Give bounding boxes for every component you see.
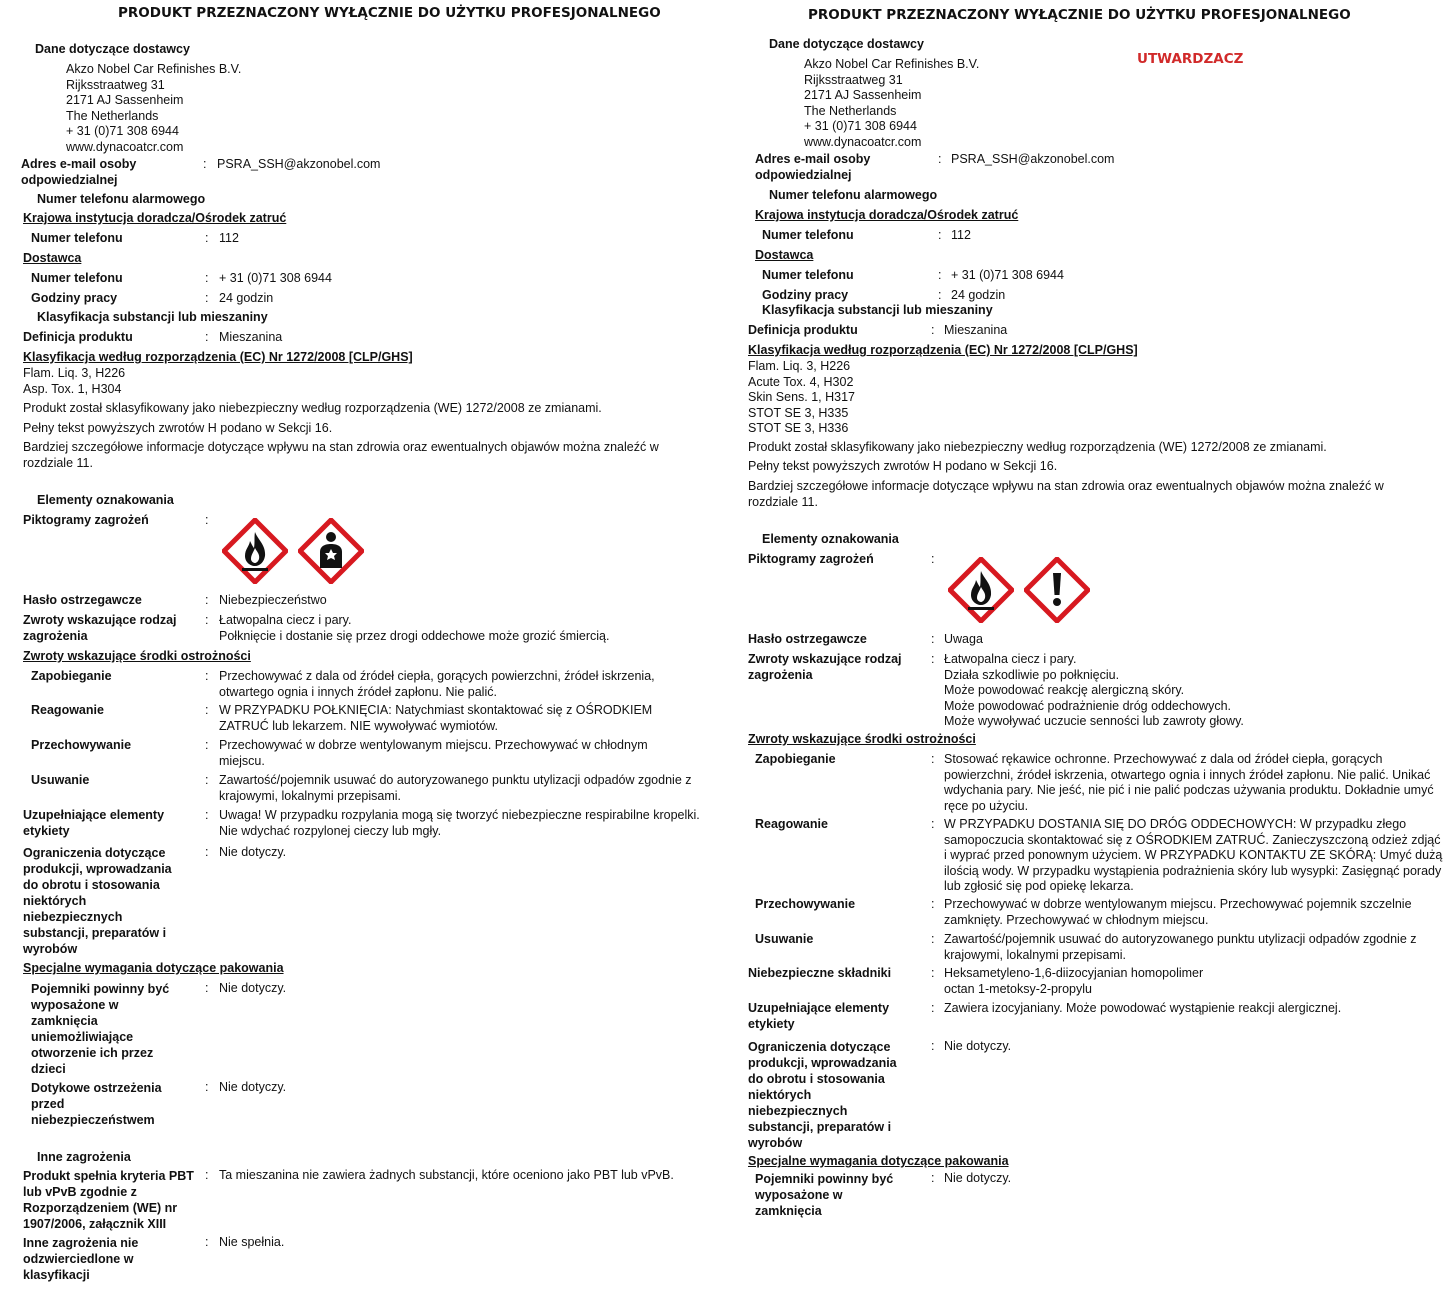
ingredient: Heksametyleno-1,6-diizocyjanian homopolimer — [944, 966, 1204, 980]
pictograms-label: Piktogramy zagrożeń — [23, 513, 149, 527]
restrictions-label: Ograniczenia dotyczące produkcji, wprowadzania do obrotu i stosowania niektórych niebezpiecznych substancji, preparatów i wyrobów — [748, 1040, 897, 1150]
colon: : — [931, 652, 935, 666]
restrictions-value: Nie dotyczy. — [219, 845, 287, 859]
colon: : — [205, 613, 209, 627]
containers-label: Pojemniki powinny być wyposażone w zamknięcia uniemożliwiające otworzenie ich przez dzieci — [31, 982, 170, 1076]
h-statements-note: Pełny tekst powyższych zwrotów H podano w Sekcji 16. — [748, 459, 1058, 473]
colon: : — [205, 1235, 209, 1249]
colon: : — [205, 593, 209, 607]
colon: : — [931, 632, 935, 646]
address-line: Rijksstraatweg 31 — [804, 72, 903, 87]
disposal-value: Zawartość/pojemnik usuwać do autoryzowanego punktu utylizacji odpadów zgodnie z krajowymi, lokalnymi przepisami. — [944, 932, 1417, 962]
phone-label: Numer telefonu — [31, 271, 123, 285]
hazard-class: STOT SE 3, H335 — [748, 405, 849, 420]
phone-label: Numer telefonu — [762, 228, 854, 242]
page-header: PRODUKT PRZEZNACZONY WYŁĄCZNIE DO UŻYTKU PROFESJONALNEGO — [808, 7, 1351, 23]
emergency-heading: Numer telefonu alarmowego — [769, 188, 938, 202]
storage-value: Przechowywać w dobrze wentylowanym miejscu. Przechowywać w chłodnym miejscu. — [219, 738, 648, 768]
flame-icon — [222, 518, 288, 584]
other-hazards-heading: Inne zagrożenia — [37, 1150, 131, 1164]
hours-value: 24 godzin — [219, 291, 274, 305]
supplier-address — [66, 62, 241, 155]
hazard-class: Acute Tox. 4, H302 — [748, 374, 854, 389]
definition-value: Mieszanina — [944, 323, 1008, 337]
ingredient: octan 1-metoksy-2-propylu — [944, 981, 1092, 996]
hazard-statement: Połknięcie i dostanie się przez drogi oddechowe może grozić śmiercią. — [219, 628, 610, 643]
hazard-statements — [944, 652, 1445, 730]
colon: : — [938, 268, 942, 282]
health-info-note: Bardziej szczegółowe informacje dotyczące wpływu na stan zdrowia oraz ewentualnych objawów można znaleźć w rozdziale 11. — [23, 440, 659, 470]
pbt-value: Ta mieszanina nie zawiera żadnych substancji, które oceniono jako PBT lub vPvB. — [219, 1168, 674, 1182]
hours-label: Godziny pracy — [762, 288, 849, 302]
advisory-phone-value: 112 — [219, 231, 239, 245]
signal-label: Hasło ostrzegawcze — [748, 632, 867, 646]
supplier-phone-value: + 31 (0)71 308 6944 — [951, 268, 1064, 282]
address-line: www.dynacoatcr.com — [804, 134, 922, 149]
colon: : — [931, 1039, 935, 1053]
hazard-statements-label: Zwroty wskazujące rodzaj zagrożenia — [748, 652, 902, 682]
address-line: + 31 (0)71 308 6944 — [804, 119, 917, 133]
colon: : — [205, 808, 209, 822]
supplier-subheading: Dostawca — [755, 248, 814, 262]
email-label: Adres e-mail osoby odpowiedzialnej — [21, 157, 137, 187]
restrictions-label: Ograniczenia dotyczące produkcji, wprowadzania do obrotu i stosowania niektórych niebezpiecznych substancji, preparatów i wyrobów — [23, 846, 172, 956]
storage-label: Przechowywanie — [31, 738, 132, 752]
tactile-label: Dotykowe ostrzeżenia przed niebezpieczeństwem — [31, 1081, 162, 1127]
storage-label: Przechowywanie — [755, 897, 856, 911]
containers-value: Nie dotyczy. — [219, 981, 287, 995]
response-value: W PRZYPADKU POŁKNIĘCIA: Natychmiast skontaktować się z OŚRODKIEM ZATRUĆ lub lekarzem. NIE wywoływać wymiotów. — [219, 703, 653, 733]
restrictions-value: Nie dotyczy. — [944, 1039, 1012, 1053]
colon: : — [931, 897, 935, 911]
regulation-heading: Klasyfikacja według rozporządzenia (EC) Nr 1272/2008 [CLP/GHS] — [748, 343, 1138, 357]
prevention-value: Przechowywać z dala od źródeł ciepła, gorących powierzchni, źródeł iskrzenia, otwartego ognia i innych źródeł zapłonu. Nie palić. — [219, 669, 655, 699]
exclamation-icon — [1024, 557, 1090, 623]
address-line: + 31 (0)71 308 6944 — [66, 124, 179, 138]
h-statements-note: Pełny tekst powyższych zwrotów H podano w Sekcji 16. — [23, 421, 333, 435]
labelling-heading: Elementy oznakowania — [762, 532, 899, 546]
hazard-class: Flam. Liq. 3, H226 — [748, 359, 851, 373]
colon: : — [205, 669, 209, 683]
address-line: Akzo Nobel Car Refinishes B.V. — [804, 57, 980, 71]
containers-value: Nie dotyczy. — [944, 1171, 1012, 1185]
advisory-heading: Krajowa instytucja doradcza/Ośrodek zatruć — [755, 208, 1019, 222]
address-line: www.dynacoatcr.com — [66, 139, 184, 154]
colon: : — [205, 1168, 209, 1182]
hazard-class: Asp. Tox. 1, H304 — [23, 381, 122, 396]
supplier-heading: Dane dotyczące dostawcy — [769, 37, 924, 51]
exclamation-pictogram — [1024, 557, 1090, 623]
hazard-statement: Łatwopalna ciecz i pary. — [944, 652, 1077, 666]
colon: : — [205, 703, 209, 717]
response-label: Reagowanie — [31, 703, 104, 717]
other-hazards-value: Nie spełnia. — [219, 1235, 285, 1249]
colon: : — [931, 1171, 935, 1185]
address-line: 2171 AJ Sassenheim — [804, 88, 922, 102]
health-hazard-icon — [298, 518, 364, 584]
address-line: Rijksstraatweg 31 — [66, 77, 165, 92]
colon: : — [205, 513, 209, 527]
supplier-address — [804, 57, 979, 150]
colon: : — [205, 773, 209, 787]
colon: : — [205, 291, 209, 305]
signal-value: Uwaga — [944, 632, 983, 646]
supplemental-label: Uzupełniające elementy etykiety — [23, 808, 165, 838]
phone-label: Numer telefonu — [762, 268, 854, 282]
packaging-heading: Specjalne wymagania dotyczące pakowania — [748, 1154, 1009, 1168]
precaution-heading: Zwroty wskazujące środki ostrożności — [23, 649, 251, 663]
supplier-phone-value: + 31 (0)71 308 6944 — [219, 271, 332, 285]
colon: : — [205, 271, 209, 285]
hazard-statement: Może powodować reakcję alergiczną skóry. — [944, 683, 1185, 697]
advisory-phone-value: 112 — [951, 228, 971, 242]
hours-label: Godziny pracy — [31, 291, 118, 305]
page-header: PRODUKT PRZEZNACZONY WYŁĄCZNIE DO UŻYTKU PROFESJONALNEGO — [118, 5, 661, 21]
classification-heading: Klasyfikacja substancji lub mieszaniny — [37, 310, 268, 324]
hazard-class: Skin Sens. 1, H317 — [748, 390, 856, 404]
packaging-heading: Specjalne wymagania dotyczące pakowania — [23, 961, 284, 975]
signal-value: Niebezpieczeństwo — [219, 593, 327, 607]
supplier-subheading: Dostawca — [23, 251, 82, 265]
hazard-class: Flam. Liq. 3, H226 — [23, 366, 126, 380]
hazard-statement: Może powodować podrażnienie dróg oddechowych. — [944, 698, 1231, 713]
address-line: The Netherlands — [804, 103, 897, 118]
email-value: PSRA_SSH@akzonobel.com — [217, 157, 381, 171]
colon: : — [205, 738, 209, 752]
colon: : — [205, 981, 209, 995]
health-hazard-pictogram — [298, 518, 364, 584]
colon: : — [931, 752, 935, 766]
ingredients-label: Niebezpieczne składniki — [748, 966, 892, 980]
colon: : — [205, 845, 209, 859]
colon: : — [931, 817, 935, 831]
address-line: 2171 AJ Sassenheim — [66, 93, 184, 107]
classification-note: Produkt został sklasyfikowany jako niebezpieczny według rozporządzenia (WE) 1272/2008 ze zmianami. — [748, 440, 1327, 454]
colon: : — [931, 552, 935, 566]
colon: : — [938, 152, 942, 166]
hazard-classes — [748, 359, 1445, 437]
precaution-heading: Zwroty wskazujące środki ostrożności — [748, 732, 976, 746]
hazard-class: STOT SE 3, H336 — [748, 421, 849, 435]
labelling-heading: Elementy oznakowania — [37, 493, 174, 507]
supplemental-value: Uwaga! W przypadku rozpylania mogą się tworzyć niebezpieczne respirabilne kropelki. Nie wdychać rozpylonej cieczy lub mgły. — [219, 808, 700, 838]
pictograms-label: Piktogramy zagrożeń — [748, 552, 874, 566]
classification-note: Produkt został sklasyfikowany jako niebezpieczny według rozporządzenia (WE) 1272/2008 ze zmianami. — [23, 401, 602, 415]
prevention-value: Stosować rękawice ochronne. Przechowywać z dala od źródeł ciepła, gorących powierzchni, źródeł iskrzenia, otwartego ognia i innych źródeł zapłonu. Nie palić. Unikać wdychania pary. Nie jeść, nie pić i nie palić podczas używania produktu. Dokładnie umyć ręce po użyciu. — [944, 752, 1434, 813]
definition-value: Mieszanina — [219, 330, 283, 344]
email-label: Adres e-mail osoby odpowiedzialnej — [755, 152, 871, 182]
storage-value: Przechowywać w dobrze wentylowanym miejscu. Przechowywać pojemnik szczelnie zamknięty. Przechowywać w chłodnym miejscu. — [944, 897, 1412, 927]
ingredients-list — [944, 966, 1445, 997]
pbt-label: Produkt spełnia kryteria PBT lub vPvB zgodnie z Rozporządzeniem (WE) nr 1907/2006, załącznik XIII — [23, 1169, 194, 1231]
colon: : — [938, 228, 942, 242]
address-line: Akzo Nobel Car Refinishes B.V. — [66, 62, 242, 76]
disposal-label: Usuwanie — [755, 932, 814, 946]
colon: : — [205, 231, 209, 245]
advisory-heading: Krajowa instytucja doradcza/Ośrodek zatruć — [23, 211, 287, 225]
hazard-classes — [23, 366, 718, 397]
disposal-label: Usuwanie — [31, 773, 90, 787]
definition-label: Definicja produktu — [23, 330, 133, 344]
product-tag: UTWARDZACZ — [1137, 51, 1244, 67]
classification-heading: Klasyfikacja substancji lub mieszaniny — [762, 303, 993, 317]
health-info-note: Bardziej szczegółowe informacje dotyczące wpływu na stan zdrowia oraz ewentualnych objawów można znaleźć w rozdziale 11. — [748, 479, 1384, 509]
hazard-statement: Łatwopalna ciecz i pary. — [219, 613, 352, 627]
response-value: W PRZYPADKU DOSTANIA SIĘ DO DRÓG ODDECHOWYCH: W przypadku złego samopoczucia skontaktować się z OŚRODKIEM ZATRUĆ. Zanieczyszczoną odzież zdjąć i wyprać przed ponownym użyciem. W PRZYPADKU KONTAKTU ZE SKÓRĄ: Umyć dużą ilością wody. W przypadku wystąpienia podrażnienia skóry lub wysypki: Zasięgnąć porady lub zgłosić się pod opiekę lekarza. — [944, 817, 1443, 893]
other-hazards-label: Inne zagrożenia nie odzwierciedlone w klasyfikacji — [23, 1236, 139, 1282]
response-label: Reagowanie — [755, 817, 828, 831]
phone-label: Numer telefonu — [31, 231, 123, 245]
disposal-value: Zawartość/pojemnik usuwać do autoryzowanego punktu utylizacji odpadów zgodnie z krajowymi, lokalnymi przepisami. — [219, 773, 692, 803]
tactile-value: Nie dotyczy. — [219, 1080, 287, 1094]
colon: : — [931, 966, 935, 980]
hazard-statements-label: Zwroty wskazujące rodzaj zagrożenia — [23, 613, 177, 643]
colon: : — [205, 330, 209, 344]
hazard-statement: Działa szkodliwie po połknięciu. — [944, 667, 1120, 682]
hours-value: 24 godzin — [951, 288, 1006, 302]
supplemental-value: Zawiera izocyjaniany. Może powodować wystąpienie reakcji alergicznej. — [944, 1001, 1342, 1015]
emergency-heading: Numer telefonu alarmowego — [37, 192, 206, 206]
colon: : — [931, 323, 935, 337]
colon: : — [931, 932, 935, 946]
email-value: PSRA_SSH@akzonobel.com — [951, 152, 1115, 166]
prevention-label: Zapobieganie — [755, 752, 836, 766]
colon: : — [931, 1001, 935, 1015]
flame-pictogram — [948, 557, 1014, 623]
containers-label: Pojemniki powinny być wyposażone w zamknięcia — [755, 1172, 894, 1218]
hazard-statement: Może wywoływać uczucie senności lub zawroty głowy. — [944, 714, 1244, 728]
colon: : — [938, 288, 942, 302]
address-line: The Netherlands — [66, 108, 159, 123]
colon: : — [205, 1080, 209, 1094]
flame-icon — [948, 557, 1014, 623]
colon: : — [203, 157, 207, 171]
supplemental-label: Uzupełniające elementy etykiety — [748, 1001, 890, 1031]
regulation-heading: Klasyfikacja według rozporządzenia (EC) Nr 1272/2008 [CLP/GHS] — [23, 350, 413, 364]
definition-label: Definicja produktu — [748, 323, 858, 337]
signal-label: Hasło ostrzegawcze — [23, 593, 142, 607]
hazard-statements — [219, 613, 718, 644]
supplier-heading: Dane dotyczące dostawcy — [35, 42, 190, 56]
prevention-label: Zapobieganie — [31, 669, 112, 683]
flame-pictogram — [222, 518, 288, 584]
